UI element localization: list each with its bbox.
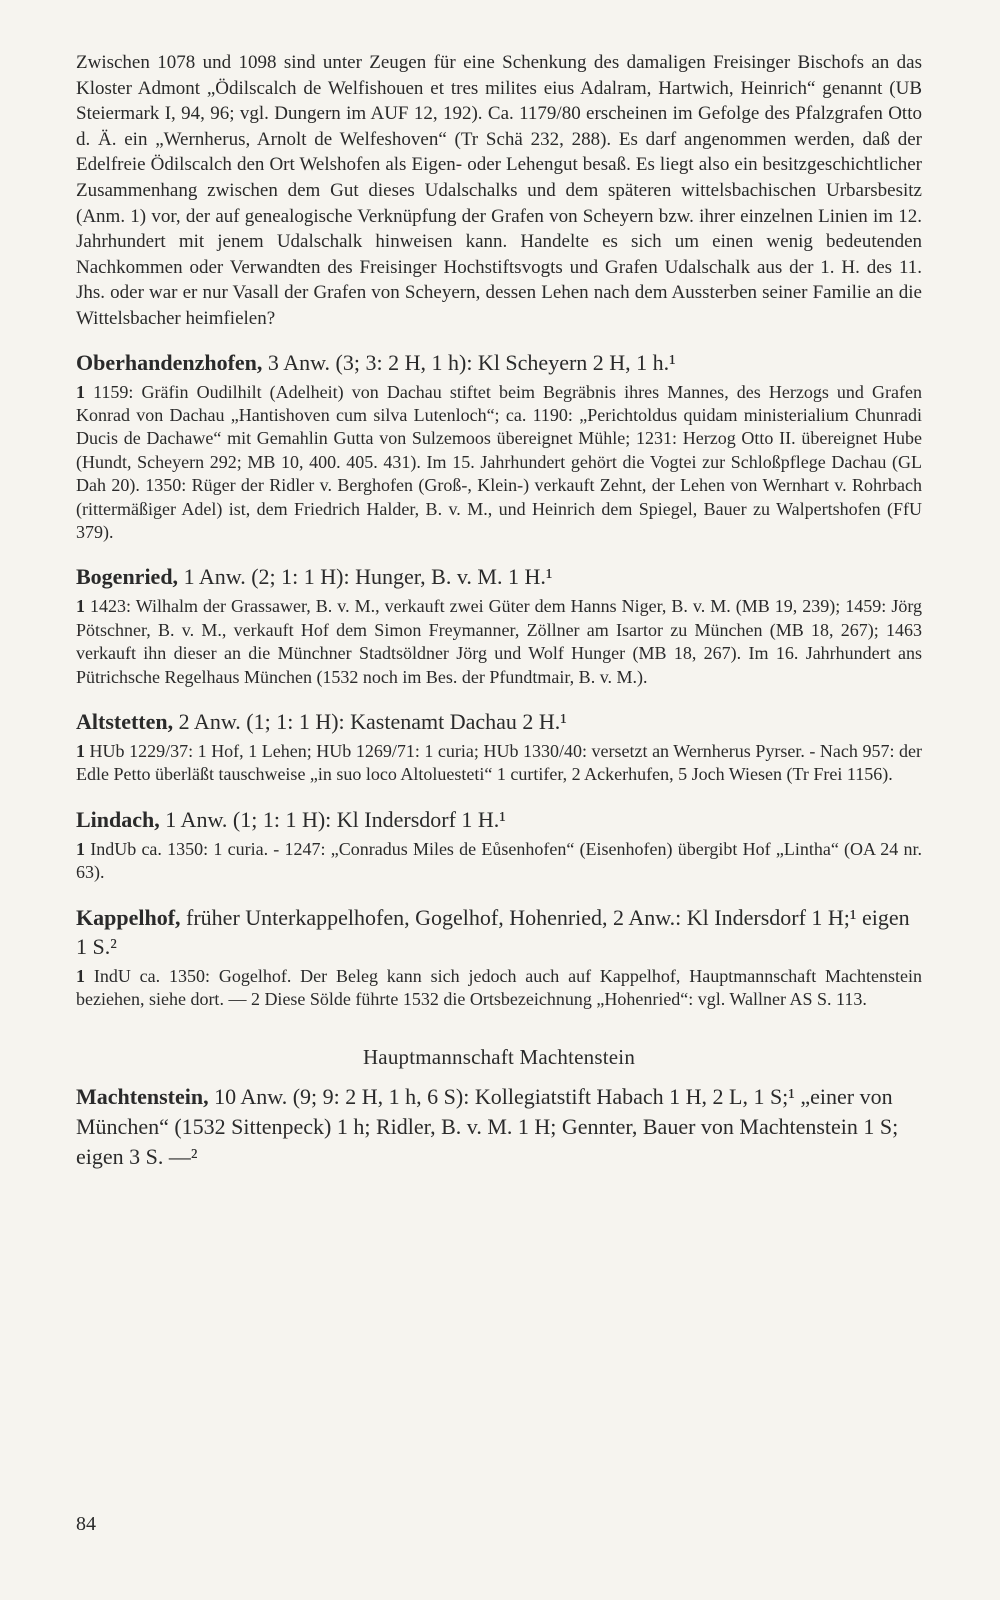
place-name: Lindach, (76, 806, 160, 832)
entry-summary: 1 Anw. (1; 1: 1 H): Kl Indersdorf 1 H.¹ (159, 806, 506, 832)
entry-heading (76, 348, 922, 377)
entry-heading (76, 1082, 922, 1172)
entry-kappelhof (76, 903, 922, 1012)
footnote-text: 1159: Gräfin Oudilhilt (Adelheit) von Dachau stiftet beim Begräbnis ihres Mannes, des Herzogs und Grafen Konrad von Dachau „Hantishoven cum silva Lutenloch“; ca. 1190: „Perichtoldus quidam ministerialium Chunradi Ducis de Dachawe“ mit Gemahlin Gutta von Sulzemoos übereignet Mühle; 1231: Herzog Otto II. übereignet Hube (Hundt, Scheyern 292; MB 10, 400. 405. 431). Im 15. Jahrhundert gehört die Vogtei zur Schloßpflege Dachau (GL Dah 20). 1350: Rüger der Ridler v. Berghofen (Groß-, Klein-) verkauft Zehnt, der Lehen von Wernhart v. Rohrbach (rittermäßiger Adel) ist, dem Friedrich Halder, B. v. M., und Heinrich dem Spiegel, Bauer zu Walpertshofen (FfU 379). (76, 381, 922, 542)
footnote-text: IndUb ca. 1350: 1 curia. - 1247: „Conradus Miles de Eůsenhofen“ (Eisenhofen) übergibt Hof „Lintha“ (OA 24 nr. 63). (76, 838, 922, 883)
place-name: Bogenried, (76, 564, 179, 590)
entry-heading (76, 707, 922, 736)
place-name: Kappelhof, (76, 904, 181, 930)
entry-summary: 1 Anw. (2; 1: 1 H): Hunger, B. v. M. 1 H.¹ (178, 564, 553, 590)
section-heading: Hauptmannschaft Machtenstein (362, 1045, 636, 1070)
entry-heading (76, 903, 922, 961)
entry-summary: 2 Anw. (1; 1: 1 H): Kastenamt Dachau 2 H.¹ (173, 709, 567, 734)
entry-machtenstein (76, 1082, 922, 1172)
entry-summary: 10 Anw. (9; 9: 2 H, 1 h, 6 S): Kollegiatstift Habach 1 H, 2 L, 1 S;¹ „einer von München“ (1532 Sittenpeck) 1 h; Ridler, B. v. M. 1 H; Gennter, Bauer von Machtenstein 1 S; eigen 3 S. —² (76, 1084, 899, 1170)
intro-paragraph: Zwischen 1078 und 1098 sind unter Zeugen für eine Schenkung des damaligen Freisinger Bischofs an das Kloster Admont „Ödilscalch de Welfishouen et tres milites eius Adalram, Hartwich, Heinrich“ genannt (UB Steiermark I, 94, 96; vgl. Dungern im AUF 12, 192). Ca. 1179/80 erscheinen im Gefolge des Pfalzgrafen Otto d. Ä. ein „Wernherus, Arnolt de Welfeshoven“ (Tr Schä 232, 288). Es darf angenommen werden, daß der Edelfreie Ödilscalch den Ort Welshofen als Eigen- oder Lehengut besaß. Es liegt also ein besitzgeschichtlicher Zusammenhang zwischen dem Gut dieses Udalschalks und dem späteren wittelsbachischen Urbarsbesitz (Anm. 1) vor, der auf genealogische Verknüpfung der Grafen von Scheyern bzw. ihrer einzelnen Linien im 12. Jahrhundert mit jenem Udalschalk hinweisen kann. Handelte es sich um einen wenig bedeutenden Nachkommen oder Verwandten des Freisinger Hochstiftsvogts und Grafen Udalschalk aus der 1. H. des 11. Jhs. oder war er nur Vasall der Grafen von Scheyern, dessen Lehen nach dem Aussterben seiner Familie an die Wittelsbacher heimfielen? (76, 52, 922, 329)
entry-summary: 3 Anw. (3; 3: 2 H, 1 h): Kl Scheyern 2 H, 1 h.¹ (262, 349, 676, 375)
footnote-number: 1 (76, 965, 85, 986)
entry-notes (76, 965, 922, 1012)
footnote-number: 1 (76, 741, 85, 761)
entry-lindach (76, 805, 922, 885)
entry-heading (76, 562, 922, 591)
place-name: Altstetten, (76, 709, 174, 734)
footnote-text: 1423: Wilhalm der Grassawer, B. v. M., verkauft zwei Güter dem Hanns Niger, B. v. M. (MB 19, 239); 1459: Jörg Pötschner, B. v. M., verkauft Hof dem Simon Freymanner, Zöllner am Isartor zu München (MB 18, 267); 1463 verkauft ihn dieser an die Münchner Stadtsöldner Jörg und Wolf Hunger (MB 18, 267). Im 16. Jahrhundert ans Pütrichsche Regelhaus München (1532 noch im Bes. der Pfundtmair, B. v. M.). (76, 596, 922, 687)
place-name: Machtenstein, (76, 1084, 209, 1110)
entry-notes (76, 838, 922, 885)
footnote-text: HUb 1229/37: 1 Hof, 1 Lehen; HUb 1269/71: 1 curia; HUb 1330/40: versetzt an Wernherus Pyrser. - Nach 957: der Edle Petto überläßt tauschweise „in suo loco Altoluesteti“ 1 curtifer, 2 Ackerhufen, 5 Joch Wiesen (Tr Frei 1156). (76, 741, 922, 785)
entry-oberhandenzhofen (76, 348, 922, 545)
footnote-number: 1 (76, 381, 85, 402)
footnote-text: IndU ca. 1350: Gogelhof. Der Beleg kann sich jedoch auch auf Kappelhof, Hauptmannschaft Machtenstein beziehen, siehe dort. — 2 Diese Sölde führte 1532 die Ortsbezeichnung „Hohenried“: vgl. Wallner AS S. 113. (76, 965, 922, 1010)
entry-summary: früher Unterkappelhofen, Gogelhof, Hohenried, 2 Anw.: Kl Indersdorf 1 H;¹ eigen 1 S.² (76, 904, 910, 959)
place-name: Oberhandenzhofen, (76, 349, 263, 375)
entry-bogenried (76, 562, 922, 689)
footnote-number: 1 (76, 596, 85, 617)
entry-altstetten (76, 707, 922, 787)
page-number: 84 (76, 1513, 96, 1535)
entry-heading (76, 805, 922, 834)
footnote-number: 1 (76, 838, 85, 859)
entry-notes (76, 381, 922, 545)
entry-notes (76, 740, 922, 787)
page-content (76, 50, 922, 1172)
entry-notes (76, 595, 922, 689)
